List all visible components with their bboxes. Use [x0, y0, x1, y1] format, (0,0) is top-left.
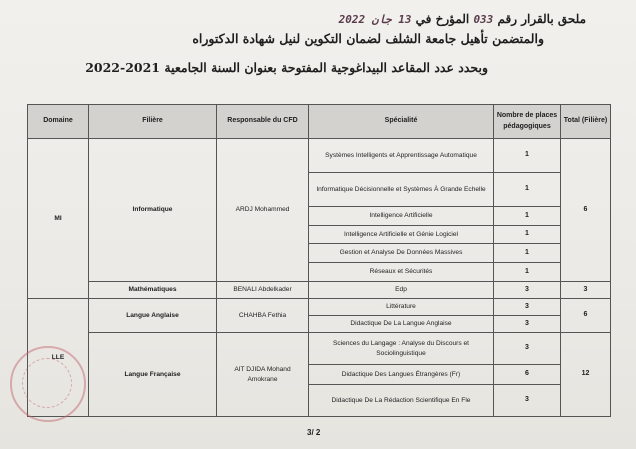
col-responsable: Responsable du CFD — [217, 105, 309, 139]
col-total: Total (Filière) — [561, 105, 611, 139]
specialite-cell: Littérature — [309, 299, 494, 316]
places-cell: 3 — [494, 282, 561, 299]
specialite-cell: Didactique De La Langue Anglaise — [309, 316, 494, 333]
domaine-lle: LLE — [28, 299, 89, 417]
header-line-3: وبحدد عدد المقاعد البيداغوجية المفتوحة بعنوان السنة الجامعية 2021-2022 — [85, 60, 488, 75]
places-cell: 3 — [494, 316, 561, 333]
dated-label: المؤرخ في — [415, 12, 470, 26]
filiere-mathematiques: Mathématiques — [89, 282, 217, 299]
responsable-informatique: ARDJ Mohammed — [217, 139, 309, 282]
places-cell: 1 — [494, 207, 561, 226]
page-number: 3/ 2 — [307, 428, 321, 437]
header-line-2: والمتضمن تأهيل جامعة الشلف لضمان التكوين لنيل شهادة الدكتوراه — [192, 31, 544, 46]
places-cell: 1 — [494, 139, 561, 173]
filiere-anglaise: Langue Anglaise — [89, 299, 217, 333]
specialite-cell: Sciences du Langage : Analyse du Discours et Sociolinguistique — [309, 333, 494, 365]
total-anglaise: 6 — [561, 299, 611, 333]
specialite-cell: Intelligence Artificielle et Génie Logiciel — [309, 226, 494, 244]
official-stamp — [10, 346, 86, 422]
col-filiere: Filière — [89, 105, 217, 139]
specialite-cell: Intelligence Artificielle — [309, 207, 494, 226]
domaine-mi: MI — [28, 139, 89, 299]
filiere-francaise: Langue Française — [89, 333, 217, 417]
specialite-cell: Systèmes Intelligents et Apprentissage Automatique — [309, 139, 494, 173]
table-row — [28, 333, 611, 365]
responsable-francaise: AIT DJIDA Mohand Amokrane — [217, 333, 309, 417]
specialite-cell: Informatique Décisionnelle et Systèmes À Grande Echelle — [309, 173, 494, 207]
responsable-anglaise: CHAHBA Fethia — [217, 299, 309, 333]
places-cell: 1 — [494, 173, 561, 207]
responsable-mathematiques: BENALI Abdelkader — [217, 282, 309, 299]
specialite-cell: Gestion et Analyse De Données Massives — [309, 244, 494, 263]
places-table — [27, 104, 611, 417]
decision-date: 13 جان 2022 — [338, 13, 412, 26]
specialite-cell: Edp — [309, 282, 494, 299]
total-francaise: 12 — [561, 333, 611, 417]
decision-label: ملحق بالقرار رقم — [497, 12, 586, 26]
table-row — [28, 282, 611, 299]
places-cell: 3 — [494, 299, 561, 316]
places-cell: 3 — [494, 333, 561, 365]
places-cell: 1 — [494, 244, 561, 263]
specialite-cell: Didactique Des Langues Étrangères (Fr) — [309, 365, 494, 385]
table-row — [28, 139, 611, 173]
header-line-1 — [339, 12, 586, 26]
total-mathematiques: 3 — [561, 282, 611, 299]
places-cell: 3 — [494, 385, 561, 417]
col-domaine: Domaine — [28, 105, 89, 139]
decision-number: 033 — [473, 13, 494, 26]
filiere-informatique: Informatique — [89, 139, 217, 282]
places-cell: 1 — [494, 263, 561, 282]
specialite-cell: Réseaux et Sécurités — [309, 263, 494, 282]
places-cell: 1 — [494, 226, 561, 244]
col-specialite: Spécialité — [309, 105, 494, 139]
table-row — [28, 299, 611, 316]
places-cell: 6 — [494, 365, 561, 385]
table-header-row — [28, 105, 611, 139]
total-informatique: 6 — [561, 139, 611, 282]
specialite-cell: Didactique De La Rédaction Scientifique En Fle — [309, 385, 494, 417]
col-places: Nombre de places pédagogiques — [494, 105, 561, 139]
